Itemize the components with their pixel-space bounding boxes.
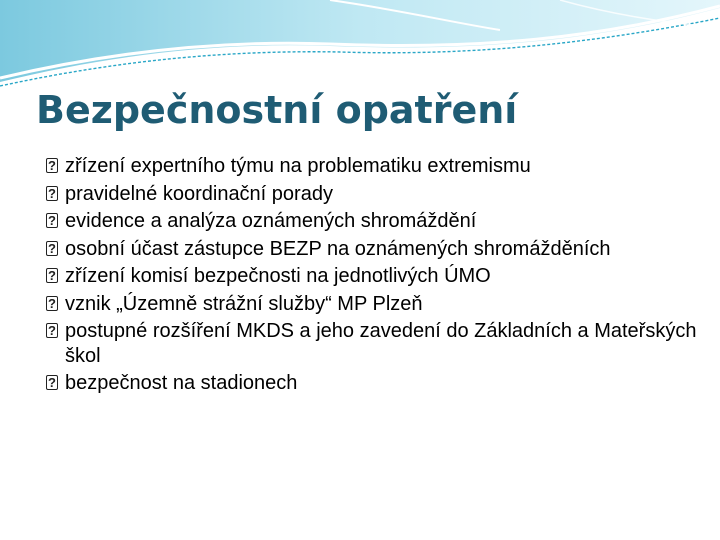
bullet-marker-icon	[46, 158, 58, 173]
bullet-text: zřízení komisí bezpečnosti na jednotlivých ÚMO	[65, 265, 491, 287]
bullet-marker-icon	[46, 268, 58, 283]
bullet-marker-icon	[46, 213, 58, 228]
bullet-text: osobní účast zástupce BEZP na oznámených shromážděních	[65, 237, 611, 260]
list-item	[46, 319, 706, 368]
header-wave-decoration	[0, 0, 720, 90]
bullet-marker-icon	[46, 241, 58, 256]
list-item	[46, 371, 706, 396]
list-item	[46, 209, 706, 234]
bullet-marker-icon	[46, 296, 58, 311]
list-item	[46, 292, 706, 317]
list-item	[46, 182, 706, 207]
bullet-text: postupné rozšíření MKDS a jeho zavedení do Základních a Mateřských škol	[65, 320, 697, 367]
bullet-marker-icon	[46, 375, 58, 390]
bullet-text: pravidelné koordinační porady	[65, 182, 333, 205]
list-item	[46, 264, 706, 289]
bullet-marker-icon	[46, 323, 58, 338]
list-item	[46, 154, 706, 179]
slide-title: Bezpečnostní opatření	[36, 88, 518, 132]
bullet-marker-icon	[46, 186, 58, 201]
bullet-text: zřízení expertního týmu na problematiku extremismu	[65, 155, 531, 177]
bullet-text: bezpečnost na stadionech	[65, 372, 298, 394]
bullet-list	[46, 154, 706, 399]
bullet-text: vznik „Územně strážní služby“ MP Plzeň	[65, 292, 423, 315]
list-item	[46, 237, 706, 262]
bullet-text: evidence a analýza oznámených shromáždění	[65, 210, 477, 232]
